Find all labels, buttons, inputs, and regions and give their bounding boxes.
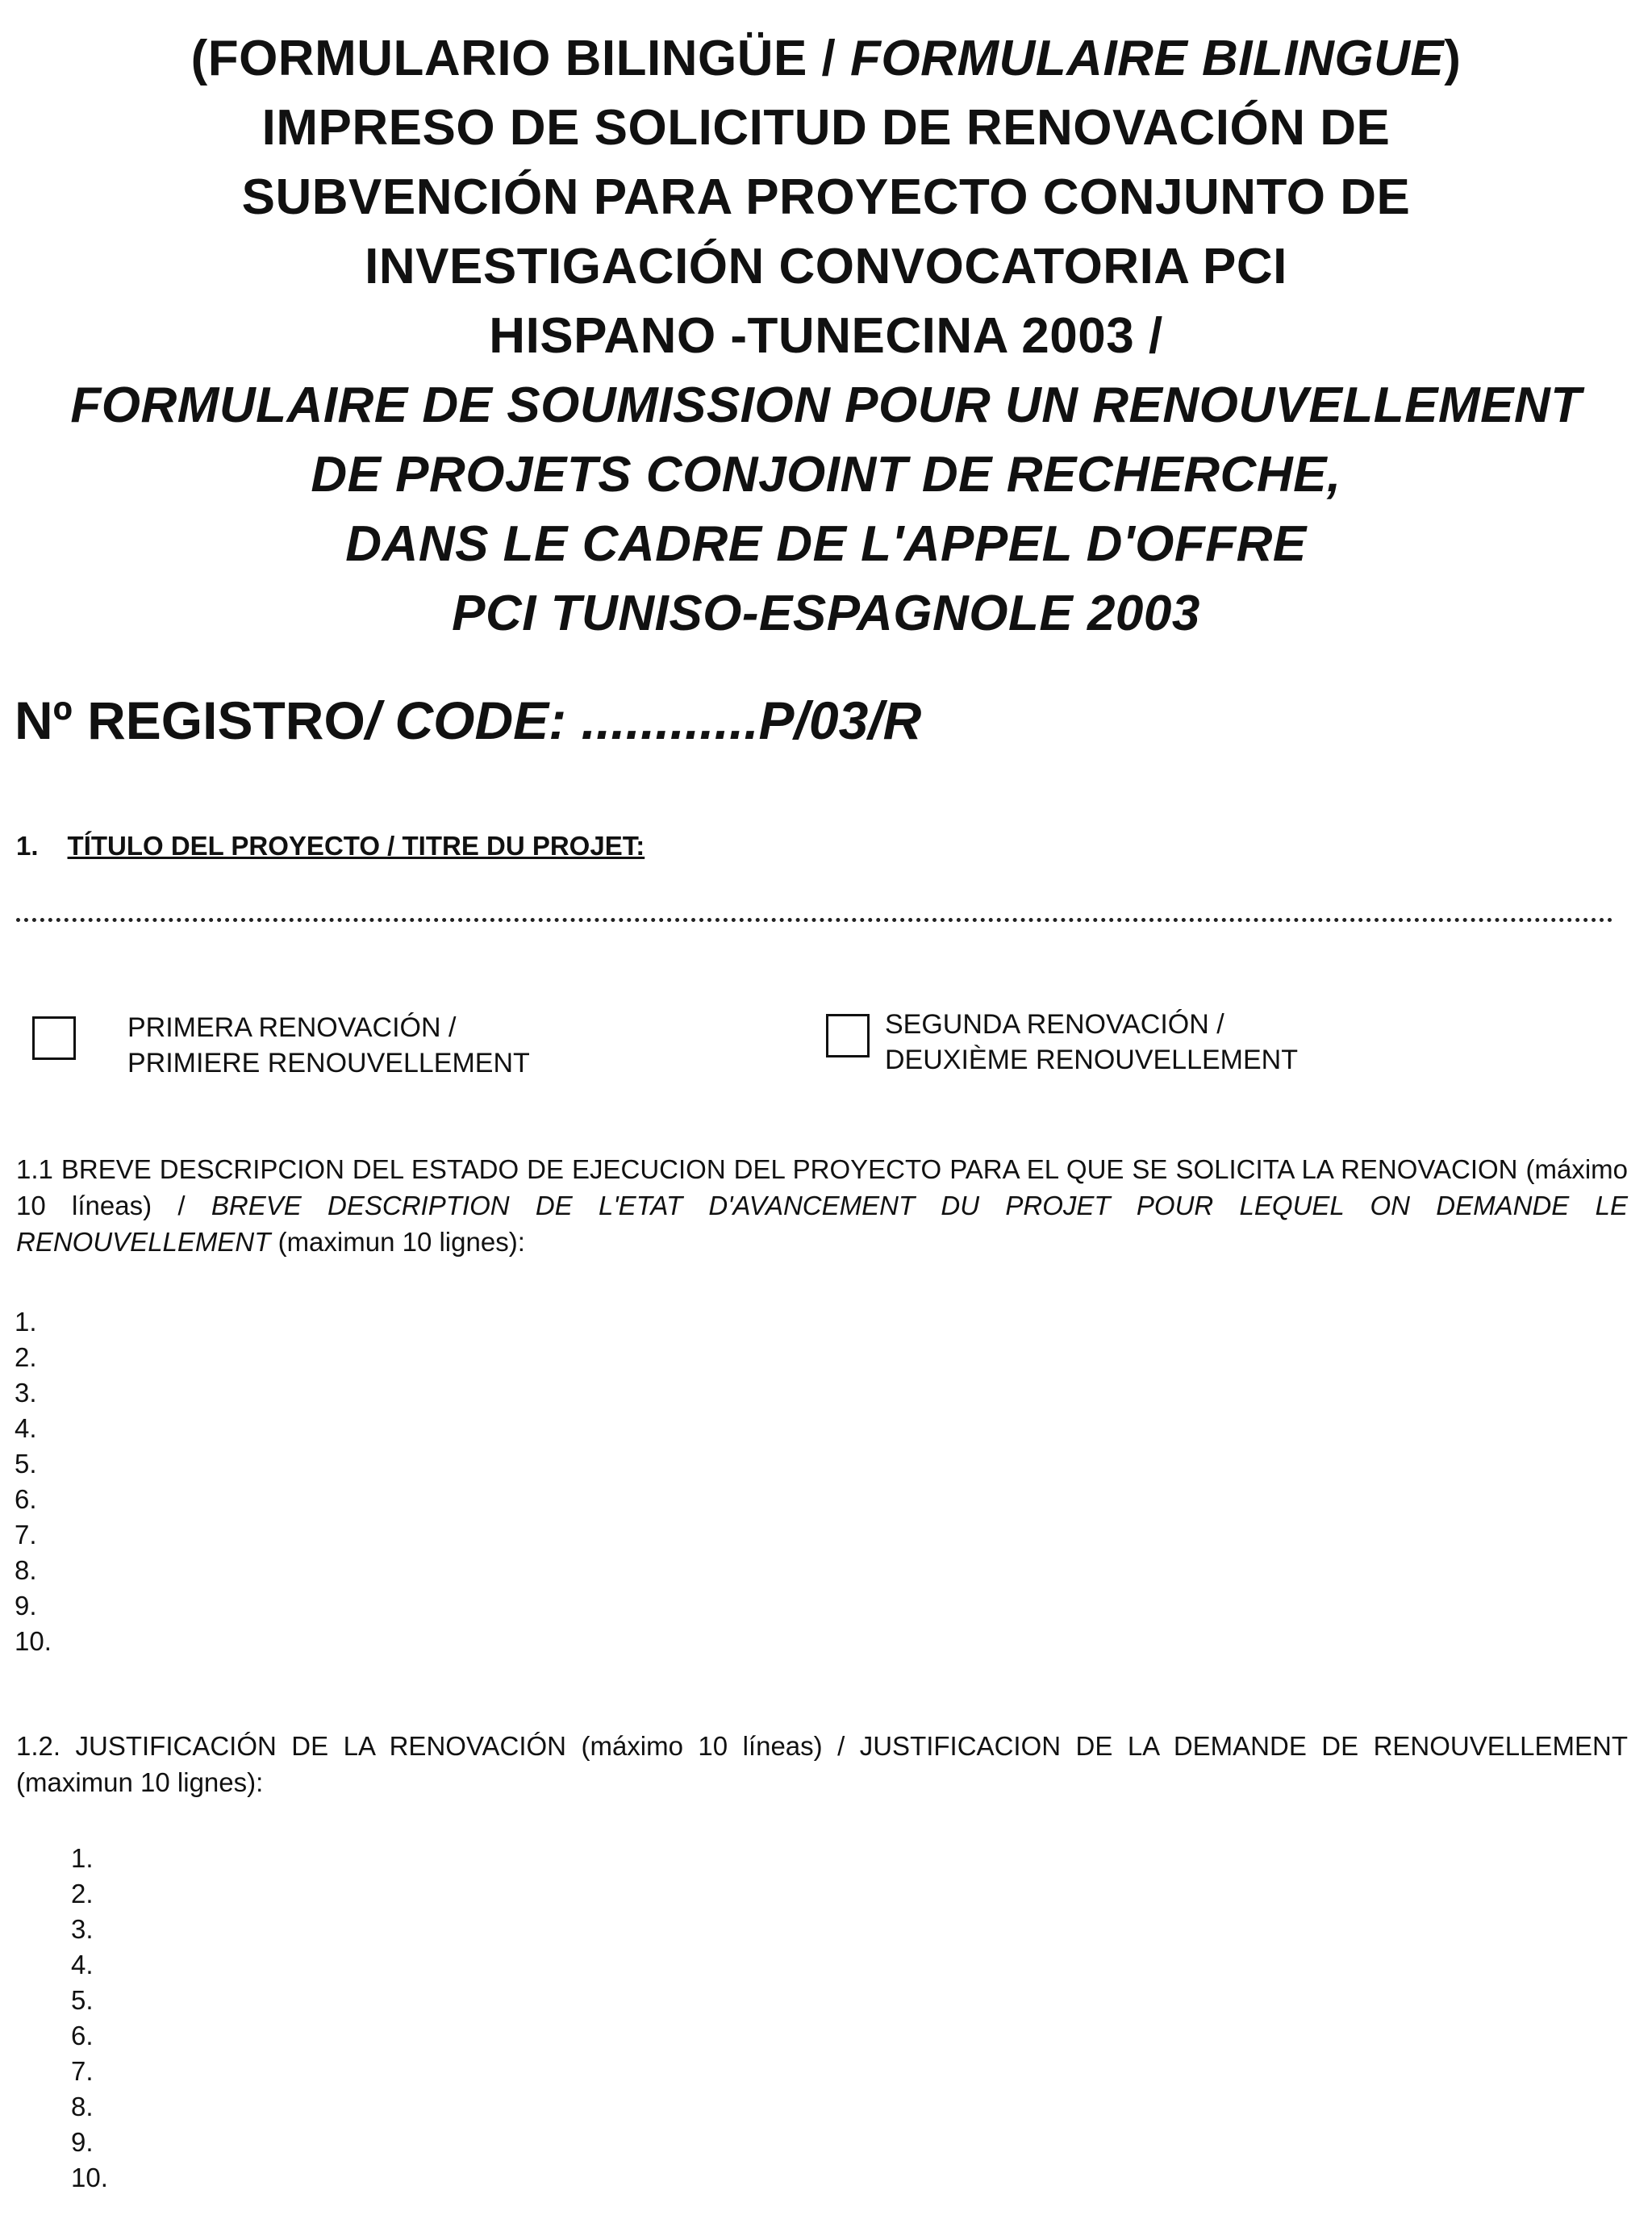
list-item[interactable]: 2. bbox=[15, 1342, 37, 1372]
list-item[interactable]: 8. bbox=[15, 1555, 37, 1585]
list-item[interactable]: 1. bbox=[15, 1307, 37, 1337]
header-es-line: INVESTIGACIÓN CONVOCATORIA PCI bbox=[365, 239, 1287, 294]
section-1-2-list bbox=[71, 1841, 108, 2196]
first-renewal-checkbox[interactable] bbox=[32, 1016, 76, 1060]
section-1-title: TÍTULO DEL PROYECTO / TITRE DU PROJET: bbox=[67, 831, 645, 861]
list-item[interactable]: 3. bbox=[71, 1914, 94, 1944]
header-es-line: SUBVENCIÓN PARA PROYECTO CONJUNTO DE bbox=[241, 169, 1411, 225]
list-item[interactable]: 4. bbox=[15, 1413, 37, 1443]
registration-code-value: / CODE: ............P/03/R bbox=[365, 690, 922, 750]
section-1-heading bbox=[16, 831, 645, 861]
list-item[interactable]: 3. bbox=[15, 1378, 37, 1408]
header-fr-line: FORMULAIRE DE SOUMISSION POUR UN RENOUVELLEMENT bbox=[70, 378, 1582, 433]
list-item[interactable]: 6. bbox=[71, 2021, 94, 2050]
list-item[interactable]: 9. bbox=[15, 1591, 37, 1621]
section-1-1-list bbox=[15, 1304, 52, 1659]
registration-code bbox=[15, 690, 921, 751]
list-item[interactable]: 7. bbox=[15, 1520, 37, 1550]
list-item[interactable]: 7. bbox=[71, 2056, 94, 2086]
section-1-number: 1. bbox=[16, 831, 39, 861]
header-fr-line: DANS LE CADRE DE L'APPEL D'OFFRE bbox=[345, 516, 1307, 572]
header-title-bilingual: (FORMULARIO BILINGÜE / FORMULAIRE BILINGUE) bbox=[190, 31, 1462, 86]
list-item[interactable]: 5. bbox=[15, 1449, 37, 1479]
list-item[interactable]: 2. bbox=[71, 1879, 94, 1908]
project-title-field[interactable] bbox=[16, 918, 1613, 922]
list-item[interactable]: 6. bbox=[15, 1484, 37, 1514]
second-renewal-checkbox[interactable] bbox=[826, 1014, 870, 1057]
list-item[interactable]: 8. bbox=[71, 2092, 94, 2121]
header-fr-line: PCI TUNISO-ESPAGNOLE 2003 bbox=[452, 586, 1200, 641]
header-fr-line: DE PROJETS CONJOINT DE RECHERCHE, bbox=[311, 447, 1341, 503]
section-1-2-justification: 1.2. JUSTIFICACIÓN DE LA RENOVACIÓN (máximo 10 líneas) / JUSTIFICACION DE LA DEMANDE DE RENOUVELLEMENT (maximun 10 lignes): bbox=[16, 1731, 1628, 1797]
list-item[interactable]: 1. bbox=[71, 1843, 94, 1873]
section-1-1-description: 1.1 BREVE DESCRIPCION DEL ESTADO DE EJECUCION DEL PROYECTO PARA EL QUE SE SOLICITA LA RENOVACION (máximo 10 líneas) / BREVE DESCRIPTION DE L'ETAT D'AVANCEMENT DU PROJET POUR LEQUEL ON DEMANDE LE RENOUVELLEMENT (maximun 10 lignes): bbox=[16, 1154, 1628, 1257]
list-item[interactable]: 10. bbox=[15, 1626, 52, 1656]
first-renewal-label: PRIMERA RENOVACIÓN / PRIMIERE RENOUVELLEMENT bbox=[127, 1012, 530, 1078]
list-item[interactable]: 5. bbox=[71, 1985, 94, 2015]
header-es-line: HISPANO -TUNECINA 2003 / bbox=[489, 308, 1163, 364]
list-item[interactable]: 10. bbox=[71, 2163, 108, 2192]
second-renewal-label: SEGUNDA RENOVACIÓN / DEUXIÈME RENOUVELLEMENT bbox=[885, 1009, 1298, 1075]
list-item[interactable]: 9. bbox=[71, 2127, 94, 2157]
header-es-line: IMPRESO DE SOLICITUD DE RENOVACIÓN DE bbox=[261, 100, 1391, 156]
registration-label: Nº REGISTRO bbox=[15, 690, 365, 750]
form-header bbox=[0, 24, 1652, 649]
list-item[interactable]: 4. bbox=[71, 1950, 94, 1979]
